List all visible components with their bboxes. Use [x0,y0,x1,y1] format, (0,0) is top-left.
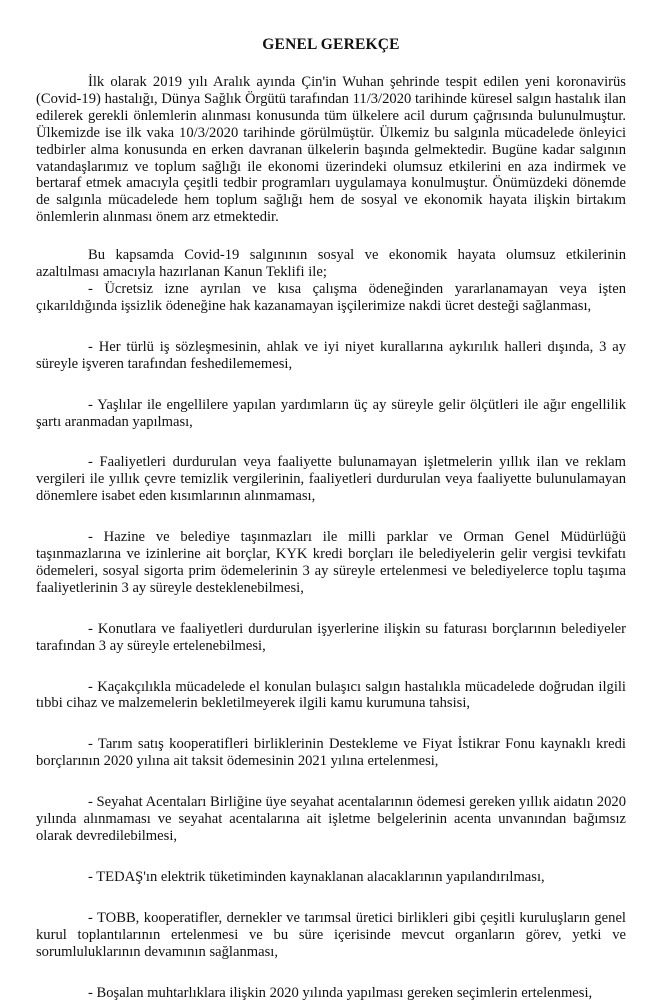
measure-item: - Konutlara ve faaliyetleri durdurulan işyerlerine ilişkin su faturası borçlarının belediyeler tarafından 3 ay süreyle ertelenebilmesi, [36,620,626,654]
measure-item: - Her türlü iş sözleşmesinin, ahlak ve iyi niyet kurallarına aykırılık halleri dışında, 3 ay süreyle işveren tarafından feshedilememesi, [36,338,626,372]
measure-item: - Yaşlılar ile engellilere yapılan yardımların üç ay süreyle gelir ölçütleri ile ağır engellilik şartı aranmadan yapılması, [36,396,626,430]
measure-item: - Faaliyetleri durdurulan veya faaliyette bulunamayan işletmelerin yıllık ilan ve reklam vergileri ile yıllık çevre temizlik vergilerinin, faaliyetleri durdurulan veya faaliyette bulunulamayan dönemlere isabet eden kısımlarının alınmaması, [36,454,626,505]
measure-item: - Boşalan muhtarlıklara ilişkin 2020 yılında yapılması gereken seçimlerin ertelenmesi, [88,984,593,1001]
measure-item: - Hazine ve belediye taşınmazları ile milli parklar ve Orman Genel Müdürlüğü taşınmazlarına ve izinlerine ait borçlar, KYK kredi borçları ile belediyelerin gelir vergisi tevkifatı ödemeleri, sosyal sigorta prim ödemelerinin 3 ay süreyle ertelenmesi ve belediyelerce toplu taşıma faaliyetlerinin 3 ay süreyle desteklenebilmesi, [36,529,626,596]
measure-item: - TEDAŞ'ın elektrik tüketiminden kaynaklanan alacaklarının yapılandırılması, [88,868,545,885]
lead-paragraph: Bu kapsamda Covid-19 salgınının sosyal ve ekonomik hayata olumsuz etkilerinin azaltılması amacıyla hazırlanan Kanun Teklifi ile; [36,247,626,281]
measure-item: - Ücretsiz izne ayrılan ve kısa çalışma ödeneğinden yararlanamayan veya işten çıkarıldığında işsizlik ödeneğine hak kazanamayan işçilerimize nakdi ücret desteği sağlanması, [36,280,626,314]
measure-item: - Tarım satış kooperatifleri birliklerinin Destekleme ve Fiyat İstikrar Fonu kaynaklı kredi borçlarının 2020 yılına ait taksit ödemesinin 2021 yılına ertelenmesi, [36,736,626,770]
measure-item: - Seyahat Acentaları Birliğine üye seyahat acentalarının ödemesi gereken yıllık aidatın 2020 yılında alınmaması ve seyahat acentalarına ait işletme belgelerinin acenta unvanından bağımsız olarak devredilebilmesi, [36,794,626,844]
measure-item: - Kaçakçılıkla mücadelede el konulan bulaşıcı salgın hastalıkla mücadelede doğrudan ilgili tıbbi cihaz ve malzemelerin bekletilmeyerek ilgili kamu kurumuna tahsisi, [36,678,626,712]
intro-paragraph: İlk olarak 2019 yılı Aralık ayında Çin'in Wuhan şehrinde tespit edilen yeni koronavirüs (Covid-19) hastalığı, Dünya Sağlık Örgütü tarafından 11/3/2020 tarihinde küresel salgın hastalık ilan edilerek gerekli önlemlerin alınması konusunda tüm ülkelere acil durum çağrısında bulunulmuştur. Ülkemizde ise ilk vaka 10/3/2020 tarihinde görülmüştür. Ülkemiz bu salgınla mücadelede önleyici tedbirler alma konusunda en erken davranan ülkelerin başında gelmektedir. Bugüne kadar salgının vatandaşlarımız ve toplum sağlığı ile ekonomi üzerindeki olumsuz etkilerini en aza indirmek ve bertaraf etmek amacıyla çeşitli tedbir programları uygulamaya konulmuştur. Önümüzdeki dönemde de salgınla mücadelede hem toplum sağlığı hem de sosyal ve ekonomik hayata ilişkin birtakım önlemlerin alınması önem arz etmektedir. [36,74,626,226]
document-title: GENEL GEREKÇE [262,36,400,53]
measure-item: - TOBB, kooperatifler, dernekler ve tarımsal üretici birlikleri gibi çeşitli kuruluşların genel kurul toplantılarının ertelenmesi ve bu süre içerisinde mevcut organların görev, yetki ve sorumluluklarının devamının sağlanması, [36,909,626,960]
